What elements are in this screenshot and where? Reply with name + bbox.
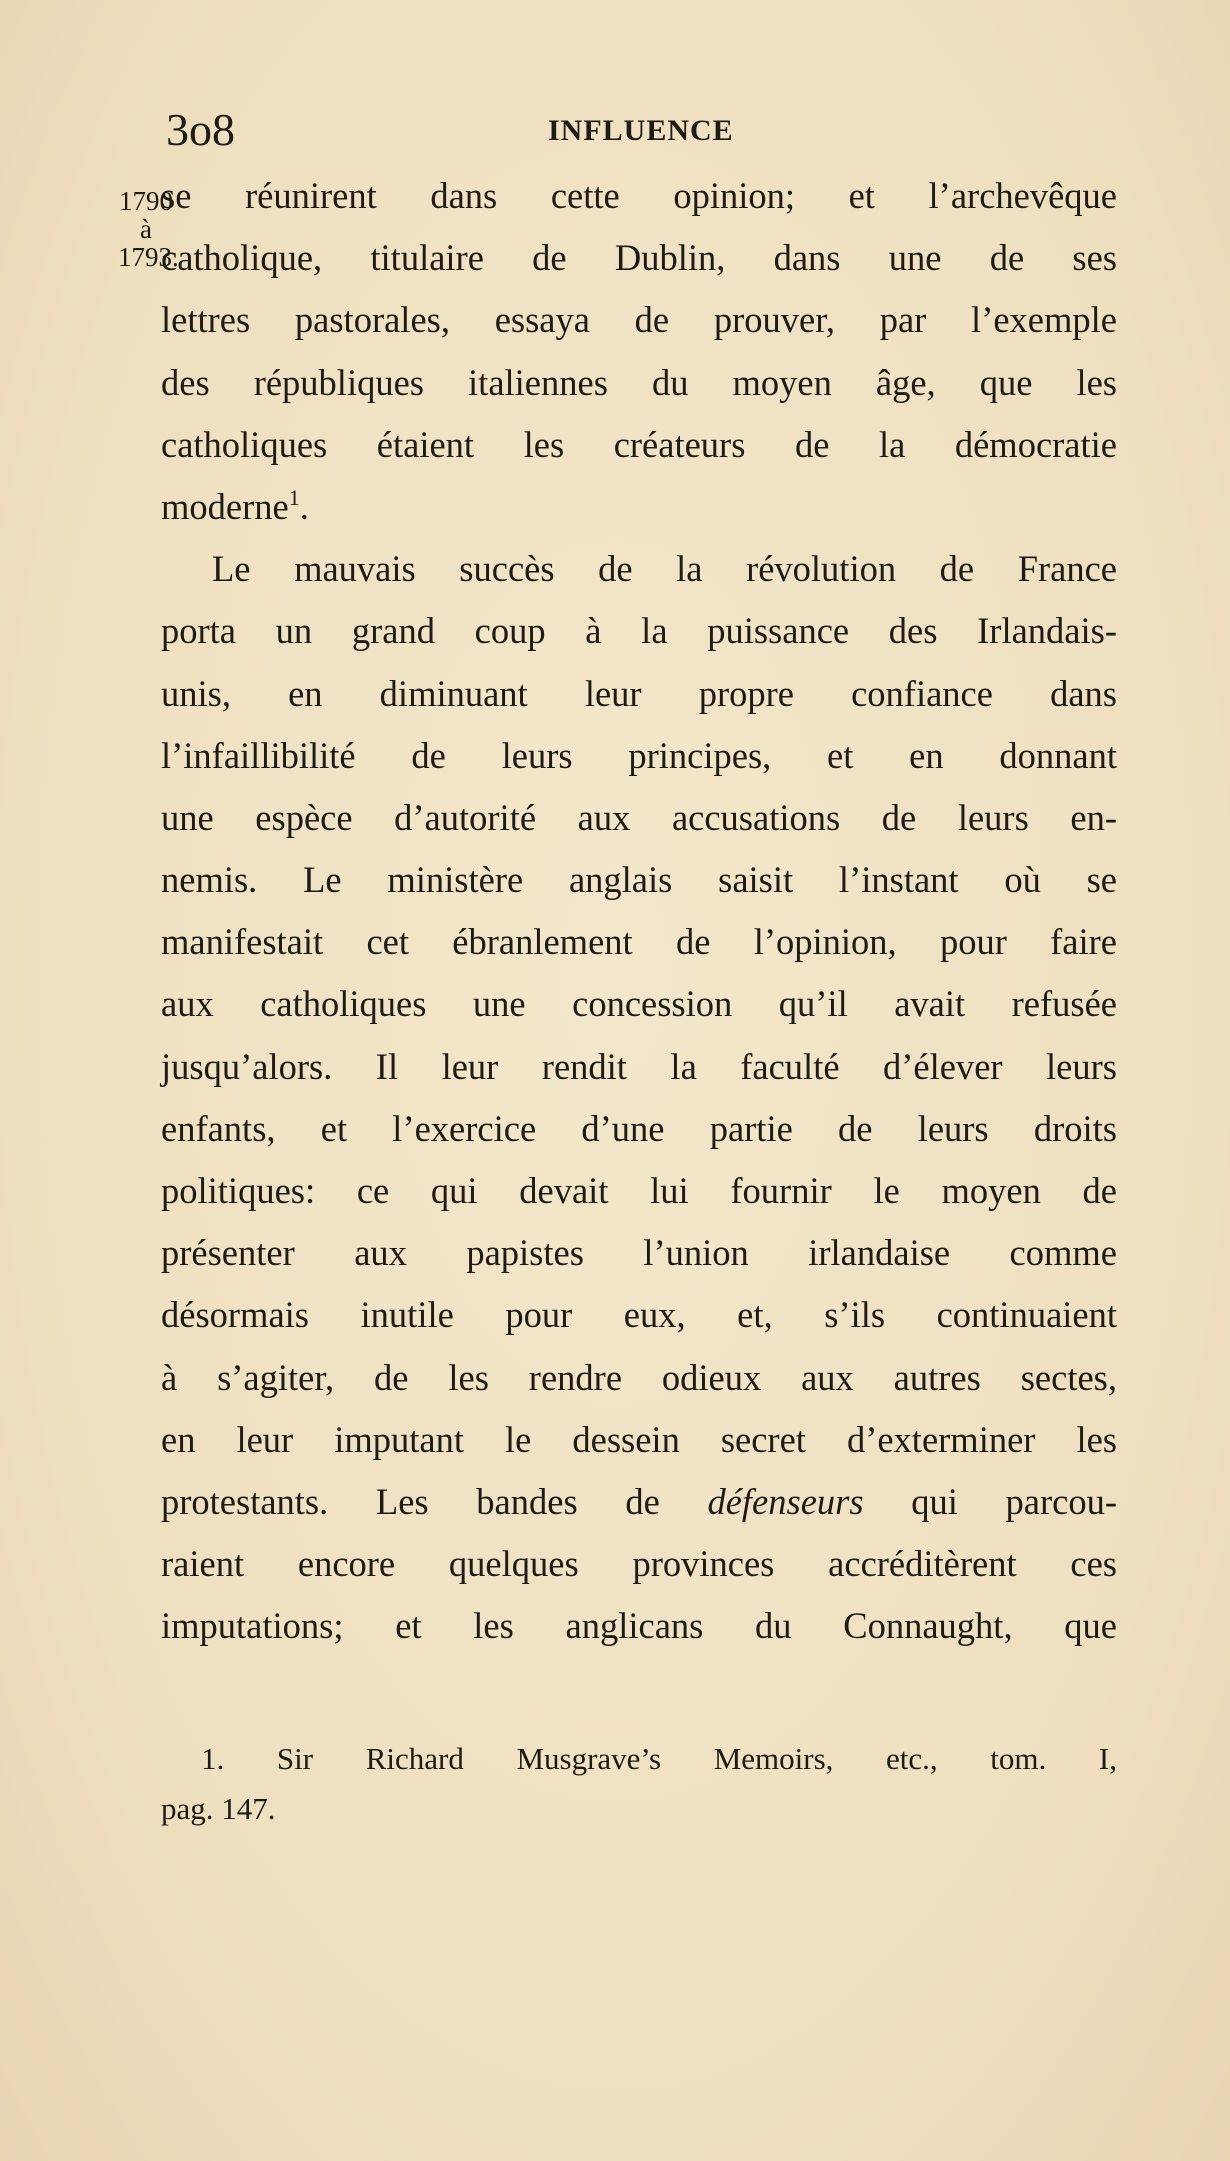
text-line-15: jusqu’alors. Il leur rendit la faculté d’élever leurs: [161, 1045, 1117, 1087]
text-line-9: unis, en diminuant leur propre confiance dans: [161, 672, 1117, 714]
text-line-22: [161, 1471, 1117, 1533]
footnote: [161, 1734, 1117, 1834]
text-line-23: raient encore quelques provinces accréditèrent ces: [161, 1543, 1117, 1585]
text-line-17: politiques: ce qui devait lui fournir le moyen de: [161, 1170, 1117, 1211]
text-line-6: [161, 476, 1117, 538]
text-line-12: nemis. Le ministère anglais saisit l’instant où se: [161, 859, 1117, 901]
page-header: [0, 100, 1230, 160]
text-line-11: une espèce d’autorité aux accusations de leurs en-: [161, 796, 1117, 838]
text-line-3: lettres pastorales, essaya de prouver, par l’exemple: [161, 299, 1117, 341]
italic-word: défenseurs: [707, 1480, 864, 1522]
text-line-16: enfants, et l’exercice d’une partie de leurs droits: [161, 1107, 1117, 1149]
text-line-19: désormais inutile pour eux, et, s’ils continuaient: [161, 1294, 1117, 1336]
margin-date-end: 1793.: [118, 242, 179, 272]
text-line-4: des républiques italiennes du moyen âge, que les: [161, 361, 1117, 403]
footnote-ref: 1: [288, 484, 300, 510]
footnote-line-1: 1. Sir Richard Musgrave’s Memoirs, etc., tom. I,: [201, 1741, 1117, 1776]
body-text: [161, 165, 1117, 1658]
text-line-21: en leur imputant le dessein secret d’exterminer les: [161, 1418, 1117, 1460]
text-line-22-end: qui parcou-: [911, 1480, 1118, 1522]
running-head: INFLUENCE: [548, 114, 734, 147]
text-line-18: présenter aux papistes l’union irlandaise comme: [161, 1232, 1117, 1274]
text-line-22-start: protestants. Les bandes de: [161, 1480, 660, 1522]
page-number: 3o8: [166, 104, 235, 155]
text-line-20: à s’agiter, de les rendre odieux aux autres sectes,: [161, 1356, 1117, 1398]
text-line-5: catholiques étaient les créateurs de la démocratie: [161, 423, 1117, 465]
text-line-10: l’infaillibilité de leurs principes, et en donnant: [161, 734, 1117, 776]
text-line-1: se réunirent dans cette opinion; et l’archevêque: [161, 175, 1117, 216]
text-line-7: Le mauvais succès de la révolution de France: [212, 548, 1117, 590]
text-line-2: catholique, titulaire de Dublin, dans une de ses: [161, 237, 1117, 279]
margin-date-start: 1790: [119, 186, 173, 216]
text-line-6-end: .: [299, 485, 309, 527]
text-line-24: imputations; et les anglicans du Connaught, que: [161, 1605, 1117, 1647]
text-line-13: manifestait cet ébranlement de l’opinion, pour faire: [161, 921, 1117, 963]
text-line-6-content: moderne: [161, 485, 289, 527]
margin-date-separator: à: [140, 214, 152, 244]
footnote-line-2: pag. 147.: [161, 1791, 276, 1826]
text-line-8: porta un grand coup à la puissance des Irlandais-: [161, 610, 1117, 652]
text-line-14: aux catholiques une concession qu’il avait refusée: [161, 983, 1117, 1025]
